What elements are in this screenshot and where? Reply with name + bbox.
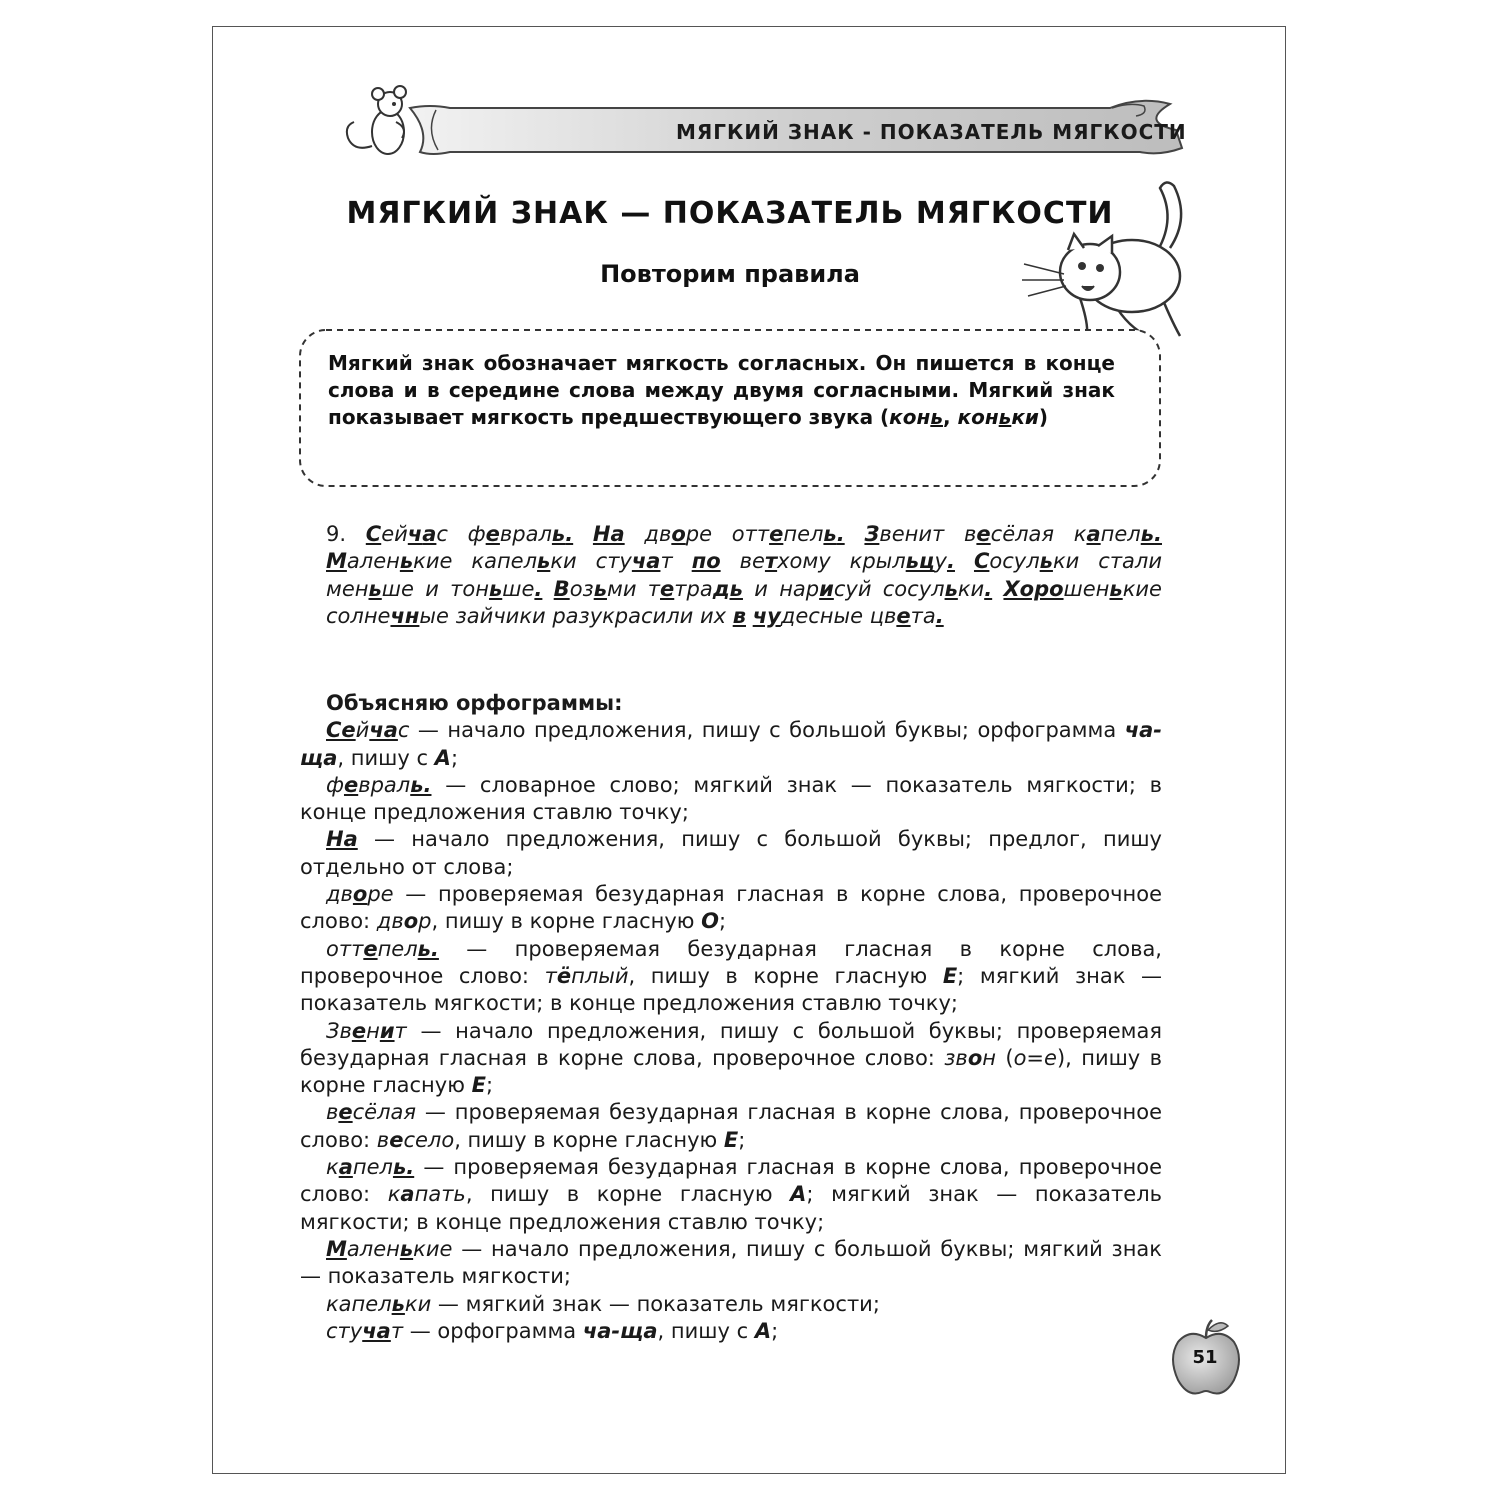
explain-entry-4: дворе — проверяемая безударная гласная в корне слова, проверочное слово: двор, пишу в корне гласную О; [300, 882, 1162, 934]
rule-example-1: конь [889, 405, 943, 429]
rule-body: Мягкий знак обозначает мягкость согласных. Он пишется в конце слова и в середине слова между двумя согласными. Мягкий знак показывает мягкость предшествующего звука ( [328, 351, 1115, 429]
sentence-6: Возьми тетрадь и нарисуй сосульки. [553, 576, 993, 601]
sentence-1: Сейчас февраль. [365, 522, 574, 546]
sentence-7: Хорошенькие солнечные зайчики разукрасили их в чудесные цвета. [326, 576, 1162, 629]
explanations [300, 690, 1162, 1345]
explain-entry-8: капель. — проверяемая безударная гласная в корне слова, проверочное слово: капать, пишу в корне гласную А; мягкий знак — показатель мягкости; в конце предложения ставлю точку; [300, 1155, 1162, 1234]
page-title: МЯГКИЙ ЗНАК — ПОКАЗАТЕЛЬ МЯГКОСТИ [346, 196, 1114, 231]
explanations-heading: Объясняю орфограммы: [326, 691, 623, 715]
header-banner-text: МЯГКИЙ ЗНАК - ПОКАЗАТЕЛЬ МЯГКОСТИ [676, 120, 1187, 144]
sentence-3: Звенит весёлая капель. [864, 522, 1162, 546]
rule-example-2: коньки [957, 405, 1039, 429]
explain-entry-11: стучат — орфограмма ча-ща, пишу с А; [326, 1318, 779, 1343]
explain-entry-5: оттепель. — проверяемая безударная гласная в корне слова, проверочное слово: тёплый, пишу в корне гласную Е; мягкий знак — показатель мягкости; в конце предложения ставлю точку; [300, 936, 1162, 1016]
sentence-4: Маленькие капельки стучат по ветхому крыльцу. [326, 549, 955, 574]
explain-entry-6: Звенит — начало предложения, пишу с большой буквы; проверяемая безударная гласная в корне слова, проверочное слово: звон (о=е), пишу в корне гласную Е; [300, 1018, 1162, 1098]
exercise-number: 9. [326, 522, 366, 546]
exercise-9 [326, 521, 1162, 631]
explain-entry-9: Маленькие — начало предложения, пишу с большой буквы; мягкий знак — показатель мягкости; [300, 1236, 1162, 1289]
page-number: 51 [1192, 1347, 1218, 1368]
sentence-5: Сосульки стали меньше и тоньше. [326, 549, 1162, 601]
explain-entry-10: капельки — мягкий знак — показатель мягкости; [326, 1291, 880, 1316]
explain-entry-1: Сейчас — начало предложения, пишу с большой буквы; орфограмма ча-ща, пишу с А; [300, 718, 1162, 770]
page-subtitle: Повторим правила [600, 260, 860, 288]
explain-entry-7: весёлая — проверяемая безударная гласная в корне слова, проверочное слово: весело, пишу в корне гласную Е; [300, 1100, 1162, 1152]
rule-text: Мягкий знак обозначает мягкость согласных. Он пишется в конце слова и в середине слова между двумя согласными. Мягкий знак показывает мягкость предшествующего звука (конь, коньки) [328, 351, 1115, 429]
mouse-illustration [340, 82, 430, 162]
sentence-2: На дворе оттепель. [592, 522, 845, 546]
explain-entry-3: На — начало предложения, пишу с большой буквы; предлог, пишу отдельно от слова; [300, 827, 1162, 879]
explain-entry-2: февраль. — словарное слово; мягкий знак — показатель мягкости; в конце предложения ставлю точку; [300, 772, 1162, 825]
